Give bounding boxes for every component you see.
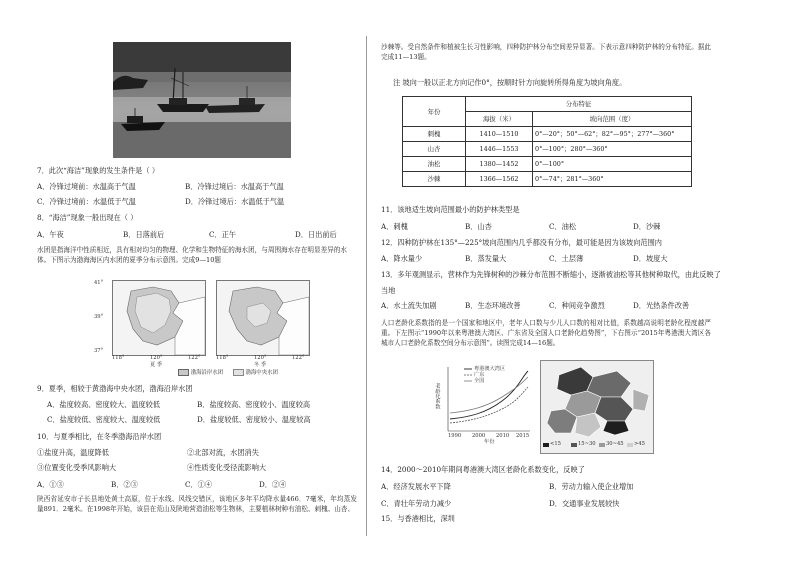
map-legend-label-1: <15 xyxy=(550,441,561,447)
winter-map-drawing xyxy=(217,281,309,355)
q13-option-d[interactable]: D．光热条件改善 xyxy=(633,301,690,310)
winter-caption: 冬 季 xyxy=(254,362,267,368)
table-header-year: 年份 xyxy=(403,97,466,127)
q10-items xyxy=(37,448,347,472)
q7-option-d[interactable]: D．冷锋过境后：水温低于气温 xyxy=(185,197,285,206)
map-legend-swatch-4 xyxy=(627,443,633,447)
q8-option-d[interactable]: D．日出前后 xyxy=(295,230,337,239)
q13-options xyxy=(381,301,689,310)
chart-legend-guangdong: 广东 xyxy=(474,372,485,378)
q14-options xyxy=(381,482,711,508)
q7-stem: 7．此次“海洁”现象的发生条件是（ ） xyxy=(37,166,160,175)
map-legend-swatch-1 xyxy=(543,443,549,447)
central-legend-label: 渤海中央水团 xyxy=(245,370,278,376)
map-legend-label-2: 15~30 xyxy=(578,441,596,447)
row-aspect: 0°—74°；281°—360° xyxy=(533,172,692,187)
shelterbelt-distribution-table xyxy=(402,96,692,187)
row-altitude: 1446—1553 xyxy=(466,142,533,157)
q8-option-a[interactable]: A．午夜 xyxy=(37,230,64,239)
q10-item-1: ①盐度升高，温度降低 xyxy=(37,448,109,457)
q10-option-b[interactable]: B．②③ xyxy=(111,480,138,489)
q10-option-d[interactable]: D．②④ xyxy=(259,480,287,489)
map-legend-swatch-2 xyxy=(571,443,577,447)
q12-option-c[interactable]: C．土层薄 xyxy=(549,254,584,263)
chart-ylabel: 老龄化系数 xyxy=(434,383,441,409)
q10-item-2: ②北部对流，水团消失 xyxy=(187,448,259,457)
q9-option-b[interactable]: B．盐度较高、密度较小、温度较高 xyxy=(197,400,311,409)
row-name: 油松 xyxy=(403,157,466,172)
row-aspect: 0°—100°；280°—360° xyxy=(533,142,692,157)
q12-option-d[interactable]: D．坡度大 xyxy=(633,254,668,263)
q12-stem: 12．四种防护林在135°—225°坡向范围内几乎都没有分布，最可能是因为该坡向范围内 xyxy=(381,238,662,247)
row-altitude: 1366—1562 xyxy=(466,172,533,187)
map-legend xyxy=(178,369,278,377)
central-legend-swatch xyxy=(233,369,244,376)
fishing-boats-in-fog-image xyxy=(113,42,291,158)
row-aspect: 0°—100° xyxy=(533,157,692,172)
chart-legend-gba: 粤港澳大湾区 xyxy=(474,366,506,372)
q10-item-4: ④性质变化受径流影响大 xyxy=(187,463,267,472)
lat-label-37: 37° xyxy=(94,348,104,354)
table-row xyxy=(403,127,692,142)
q7-option-b[interactable]: B．冷锋过境后：水温高于气温 xyxy=(185,182,284,191)
lat-label-41: 41° xyxy=(94,280,104,286)
q12-options xyxy=(381,254,668,263)
map-legend-label-4: >45 xyxy=(634,441,645,447)
lat-label-39: 39° xyxy=(94,314,104,320)
q14-stem: 14．2000～2010年期间粤港澳大湾区老龄化系数变化，反映了 xyxy=(381,465,585,474)
intro-14-16: 人口老龄化系数指的是一个国家和地区中，老年人口数与少儿人口数的相对比值，系数越高说明老龄化程度越严重。下左图示“1990年以来粤港澳大湾区、广东省及全国人口老龄化趋势图”，下右图示“2015年粤港澳大湾区各城市人口老龄化系数空间分布示意图”。读图完成14—16题。 xyxy=(381,319,711,348)
q9-options xyxy=(47,400,347,424)
row-aspect: 0°—20°；50°—62°；82°—95°；277°—360° xyxy=(533,127,692,142)
q7-option-c[interactable]: C．冷锋过境前：水温低于气温 xyxy=(37,197,136,206)
gba-map-drawing xyxy=(541,361,653,453)
chart-xlabel: 年份 xyxy=(484,439,495,445)
lon-label-118-summer: 118° xyxy=(112,355,125,361)
gba-aging-map xyxy=(540,360,654,454)
q13-option-a[interactable]: A．水土流失加剧 xyxy=(381,301,437,310)
lon-label-120-winter: 120° xyxy=(254,355,267,361)
lon-label-120-summer: 120° xyxy=(150,355,163,361)
coastal-legend-label: 渤海沿岸水团 xyxy=(190,370,224,376)
q8-stem: 8．“海洁”现象一般出现在（ ） xyxy=(37,213,138,222)
intro-11-13-start: 陕西省延安市子长县地处黄土高原，位于水线、风线交错区，该地区多年平均降水量466．7毫米，年均蒸发量891．2毫米。在1998年开始，该县在荒山及陕地营造油松等生物林，主要植林树种有油松、刺槐、山杏、 xyxy=(37,495,357,514)
q13-option-b[interactable]: B．生态环境改善 xyxy=(465,301,521,310)
row-name: 山杏 xyxy=(403,142,466,157)
q14-option-a[interactable]: A．经济发展水平下降 xyxy=(381,482,451,491)
q13-stem: 13．多年观测显示，营林作为先锋树种的沙棘分布范围不断缩小，逐渐被油松等其他树种取代，由此反映了 xyxy=(381,270,721,279)
q14-option-c[interactable]: C．青壮年劳动力减少 xyxy=(381,499,452,508)
chart-legend-national: 全国 xyxy=(474,378,485,384)
q13-stem-cont: 当地 xyxy=(381,286,396,295)
row-name: 沙棘 xyxy=(403,172,466,187)
chart-xtick-2015: 2015 xyxy=(516,433,530,439)
q9-option-c[interactable]: C．盐度较低、密度较大、温度较低 xyxy=(47,415,161,424)
intro-11-13-cont: 沙棘等。受自然条件和植被生长习性影响，四种防护林分布空间差异显著。下表示意四种防护林的分布特征。据此完成11—13题。 xyxy=(381,43,711,62)
aspect-note: 注 坡向一般以正北方向记作0°，按顺时针方向旋转所得角度为坡向角度。 xyxy=(393,78,627,87)
table-header-altitude: 海拔（米） xyxy=(466,112,533,127)
q9-option-d[interactable]: D．盐度较低、密度较小、温度较高 xyxy=(197,415,311,424)
table-header-group: 分布特征 xyxy=(466,97,692,112)
row-altitude: 1380—1452 xyxy=(466,157,533,172)
aging-trend-chart xyxy=(436,363,532,445)
q15-stem: 15．与香港相比，深圳 xyxy=(381,514,455,523)
q10-stem: 10．与夏季相比，在冬季渤海沿岸水团 xyxy=(37,432,162,441)
q14-option-b[interactable]: B．劳动力输入使企业增加 xyxy=(549,482,634,491)
q7-option-a[interactable]: A．冷锋过境前：水温高于气温 xyxy=(37,182,136,191)
q11-option-d[interactable]: D．沙棘 xyxy=(633,222,661,231)
row-name: 刺槐 xyxy=(403,127,466,142)
table-header-aspect: 坡向范围（度） xyxy=(533,112,692,127)
map-legend-label-3: 30~45 xyxy=(606,441,624,447)
q11-options xyxy=(381,222,660,231)
q11-option-b[interactable]: B．山杏 xyxy=(465,222,492,231)
coastal-legend-swatch xyxy=(178,369,189,376)
q10-option-a[interactable]: A．①③ xyxy=(37,480,64,489)
series-line-national xyxy=(450,377,528,413)
lon-label-122-summer: 122° xyxy=(188,355,201,361)
q8-options xyxy=(37,230,337,239)
chart-xtick-2000: 2000 xyxy=(472,433,486,439)
q9-stem: 9．夏季，相较于黄渤海中央水团，渤海沿岸水团 xyxy=(37,384,193,393)
q11-stem: 11．该地适生坡向范围最小的防护林类型是 xyxy=(381,205,520,214)
lon-label-122-winter: 122° xyxy=(292,355,305,361)
summer-watermass-map xyxy=(112,280,206,356)
table-row xyxy=(403,157,692,172)
q10-option-c[interactable]: C．①④ xyxy=(185,480,213,489)
q10-options xyxy=(37,480,286,489)
summer-caption: 夏 季 xyxy=(150,362,163,368)
column-divider xyxy=(366,36,367,536)
row-altitude: 1410—1510 xyxy=(466,127,533,142)
q11-option-a[interactable]: A．刺槐 xyxy=(381,222,408,231)
q7-options xyxy=(37,182,347,206)
q12-option-b[interactable]: B．蒸发量大 xyxy=(465,254,507,263)
q11-option-c[interactable]: C．油松 xyxy=(549,222,577,231)
summer-map-drawing xyxy=(113,281,205,355)
chart-xtick-2010: 2010 xyxy=(496,433,510,439)
table-row xyxy=(403,172,692,187)
map-legend-swatch-3 xyxy=(599,443,605,447)
q10-item-3: ③位置变化受季风影响大 xyxy=(37,463,117,472)
q8-option-c[interactable]: C．正午 xyxy=(209,230,237,239)
q14-option-d[interactable]: D．交通事业发展较快 xyxy=(549,499,620,508)
table-row xyxy=(403,142,692,157)
sea-fog-photo xyxy=(113,42,291,158)
chart-xtick-1990: 1990 xyxy=(448,433,462,439)
winter-watermass-map xyxy=(216,280,310,356)
q9-option-a[interactable]: A．盐度较高、密度较大、温度较低 xyxy=(47,400,161,409)
q13-option-c[interactable]: C．种间竞争激烈 xyxy=(549,301,605,310)
q8-option-b[interactable]: B．日落前后 xyxy=(123,230,165,239)
q12-option-a[interactable]: A．降水量少 xyxy=(381,254,423,263)
intro-9-10: 水团是指海洋中性质相近，具有相对均匀的物理、化学和生物特征的海水团，与周围海水存在明显差异的水体。下图示为渤海海区内水团的夏季分布示意图。完成9—10题 xyxy=(37,246,347,265)
lon-label-118-winter: 118° xyxy=(216,355,229,361)
